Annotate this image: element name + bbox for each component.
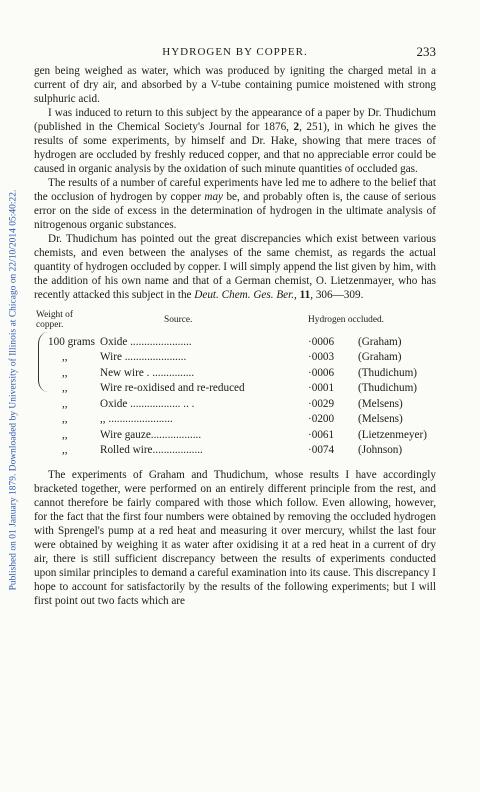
row-weight: 100 grams bbox=[48, 335, 95, 348]
download-notice bbox=[6, 60, 20, 720]
paragraph-4-text-a: Dr. Thudichum has pointed out the great discrepancies which exist between various chemists, and even between the analyses of the same chemist, as regards the actual quantity of hydrogen occluded by copper. I will simply append the list given by him, with the addition of his own name and that of a German chemist, O. Lietzenmayer, who has recently attacked this subject in the bbox=[34, 233, 436, 301]
row-amount: ·0200 bbox=[308, 413, 335, 426]
paragraph-4-text-b: , bbox=[294, 289, 300, 301]
row-chemist: (Johnson) bbox=[358, 444, 403, 457]
paragraph-2-text-b: , 251), in which he gives the results of some experiments, by himself and Dr. Hake, showing that mere traces of hydrogen are occluded by freshly reduced copper, and that no appreciable error could be caused in organic analysis by the oxidation of such minute quantities of occluded gas. bbox=[34, 121, 436, 175]
row-source: Rolled wire.................. bbox=[100, 444, 203, 457]
row-source: ,, ....................... bbox=[100, 413, 173, 426]
row-weight: ,, bbox=[62, 413, 68, 426]
row-source: Wire gauze.................. bbox=[100, 428, 202, 441]
paragraph-4-text-c: , 306—309. bbox=[310, 289, 364, 301]
table-row bbox=[36, 427, 427, 443]
row-chemist: (Melsens) bbox=[358, 397, 403, 410]
row-weight: ,, bbox=[62, 428, 68, 441]
row-source: New wire . ............... bbox=[100, 366, 195, 379]
row-amount: ·0074 bbox=[308, 444, 335, 457]
row-weight: ,, bbox=[62, 397, 68, 410]
row-weight: ,, bbox=[62, 351, 68, 364]
table-row bbox=[36, 334, 427, 350]
row-amount: ·0001 bbox=[308, 382, 335, 395]
row-source: Wire re-oxidised and re-reduced bbox=[100, 382, 245, 395]
paragraph-4-volume: 11 bbox=[299, 289, 311, 301]
paragraph-4 bbox=[34, 232, 436, 302]
row-chemist: (Thudichum) bbox=[358, 366, 418, 379]
graham-thudichum-bracket bbox=[38, 332, 49, 392]
page-number: 233 bbox=[416, 44, 436, 59]
row-amount: ·0006 bbox=[308, 366, 335, 379]
row-amount: ·0003 bbox=[308, 351, 335, 364]
row-source: Oxide .................. .. . bbox=[100, 397, 195, 410]
row-weight: ,, bbox=[62, 382, 68, 395]
row-amount: ·0061 bbox=[308, 428, 335, 441]
download-notice-text: Published on 01 January 1879. Downloaded by University of Illinois at Chicago on 22/10/2014 05:40:22. bbox=[8, 189, 19, 591]
table-header-row bbox=[36, 310, 427, 334]
table-row bbox=[36, 350, 427, 366]
header-hydrogen: Hydrogen occluded. bbox=[308, 315, 385, 325]
paragraph-3-emphasis: may bbox=[204, 191, 224, 203]
row-chemist: (Thudichum) bbox=[358, 382, 418, 395]
row-chemist: (Graham) bbox=[358, 351, 402, 364]
page-header bbox=[34, 44, 436, 64]
paragraph-2 bbox=[34, 106, 436, 176]
row-amount: ·0029 bbox=[308, 397, 335, 410]
table-row bbox=[36, 412, 427, 428]
paragraph-3-text-a: The results of a number of careful experiments have led me to adhere to the belief that the occlusion of hydrogen by copper bbox=[34, 177, 436, 203]
paragraph-3 bbox=[34, 176, 436, 232]
row-weight: ,, bbox=[62, 444, 68, 457]
page-content bbox=[34, 44, 436, 608]
running-title: HYDROGEN BY COPPER. bbox=[162, 46, 308, 58]
header-weight: Weight of copper. bbox=[36, 310, 73, 330]
row-source: Oxide ...................... bbox=[100, 335, 192, 348]
row-chemist: (Graham) bbox=[358, 335, 402, 348]
occlusion-table-wrap bbox=[34, 310, 436, 458]
row-source: Wire ...................... bbox=[100, 351, 187, 364]
paragraph-2-volume: 2 bbox=[293, 121, 300, 133]
header-source: Source. bbox=[164, 315, 193, 325]
paragraph-2-text-a: I was induced to return to this subject by the appearance of a paper by Dr. Thudichum (published in the Chemical Society's Journal for 1876, bbox=[34, 107, 436, 133]
paragraph-1: gen being weighed as water, which was produced by igniting the charged metal in a current of dry air, and absorbed by a V-tube containing pumice moistened with strong sulphuric acid. bbox=[34, 65, 436, 105]
row-chemist: (Lietzenmeyer) bbox=[358, 428, 427, 441]
paragraph-3-text-b: be, and probably often is, the cause of serious error on the side of excess in the determination of hydrogen in the ultimate analysis of nitrogenous organic substances. bbox=[34, 191, 436, 231]
paragraph-5: The experiments of Graham and Thudichum, whose results I have accordingly bracketed together, were performed on an entirely different principle from the rest, and cannot therefore be fairly compared with those which follow. Even allowing, however, for the fact that the first four numbers were obtained by removing the occluded hydrogen with Sprengel's pump at a red heat and measuring it over mercury, whilst the last four were obtained by weighing it as water after oxidising it at a red heat in a current of dry air, there is still sufficient discrepancy between the results of experiments conducted upon similar principles to demand a careful examination into its cause. This discrepancy I hope to account for satisfactorily by the results of the following experiments; but I will first point out two facts which are bbox=[34, 469, 436, 607]
row-amount: ·0006 bbox=[308, 335, 335, 348]
table-row bbox=[36, 443, 427, 459]
table-row bbox=[36, 396, 427, 412]
table-row bbox=[36, 365, 427, 381]
paragraph-4-journal: Deut. Chem. Ges. Ber. bbox=[194, 289, 295, 301]
row-weight: ,, bbox=[62, 366, 68, 379]
occlusion-table bbox=[36, 310, 427, 458]
row-chemist: (Melsens) bbox=[358, 413, 403, 426]
table-row bbox=[36, 381, 427, 397]
